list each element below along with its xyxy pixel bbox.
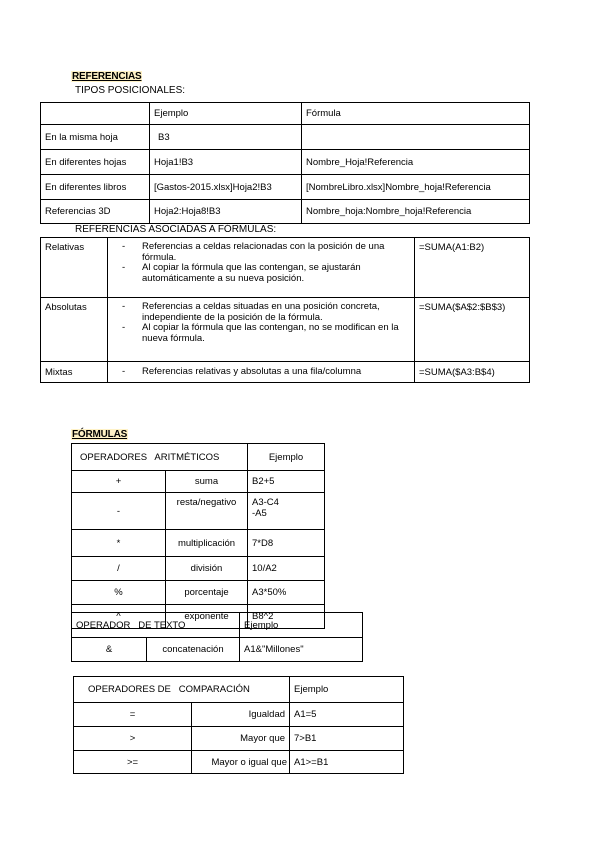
ejemplo-cell: Hoja2:Hoja8!B3 xyxy=(150,200,302,224)
comparacion-header: OPERADORES DE COMPARACIÓN xyxy=(74,677,290,703)
row-label: En diferentes hojas xyxy=(41,150,150,175)
operation-cell: exponente xyxy=(166,605,248,629)
ejemplo-cell: =SUMA(A1:B2) xyxy=(415,238,530,298)
ejemplo-cell: =SUMA($A3:B$4) xyxy=(415,362,530,383)
formula-cell: [NombreLibro.xlsx]Nombre_hoja!Referencia xyxy=(302,175,530,200)
operation-cell: concatenación xyxy=(147,638,240,662)
aritmeticos-header: OPERADORES ARITMÉTICOS xyxy=(72,444,248,471)
descripcion-cell xyxy=(108,238,415,298)
ejemplo-cell: 10/A2 xyxy=(248,557,325,581)
header-cell: Fórmula xyxy=(302,103,530,125)
table-row xyxy=(41,125,530,150)
table-row xyxy=(72,471,325,493)
table-row xyxy=(41,298,530,362)
operation-cell: porcentaje xyxy=(166,581,248,605)
table-header-row xyxy=(72,444,325,471)
descripcion-list xyxy=(112,242,410,284)
ejemplo-cell: =SUMA($A$2:$B$3) xyxy=(415,298,530,362)
descripcion-cell xyxy=(108,298,415,362)
table-row xyxy=(74,703,404,727)
ejemplo-cell: A1=5 xyxy=(290,703,404,727)
table-row xyxy=(41,175,530,200)
table-row xyxy=(72,581,325,605)
ejemplo-cell: A3-C4 -A5 xyxy=(248,493,325,530)
header-cell: Ejemplo xyxy=(150,103,302,125)
formula-cell xyxy=(302,125,530,150)
table-header-row xyxy=(41,103,530,125)
ejemplo-cell: 7*D8 xyxy=(248,530,325,557)
operator-cell: / xyxy=(72,557,166,581)
tipos-posicionales-subtitle: TIPOS POSICIONALES: xyxy=(75,85,186,96)
ejemplo-header: Ejemplo xyxy=(248,444,325,471)
table-row xyxy=(72,530,325,557)
ejemplo-cell: Hoja1!B3 xyxy=(150,150,302,175)
operator-cell: > xyxy=(74,727,192,751)
ejemplo-cell: 7>B1 xyxy=(290,727,404,751)
header-cell xyxy=(41,103,150,125)
operation-cell: suma xyxy=(166,471,248,493)
operator-cell: % xyxy=(72,581,166,605)
operation-cell: resta/negativo xyxy=(166,493,248,530)
texto-table xyxy=(71,612,363,662)
table-header-row xyxy=(72,613,363,638)
formula-cell: Nombre_Hoja!Referencia xyxy=(302,150,530,175)
row-label: En la misma hoja xyxy=(41,125,150,150)
ejemplo-cell: A3*50% xyxy=(248,581,325,605)
referencias-title: REFERENCIAS xyxy=(72,71,142,82)
ejemplo-cell: A1&"Millones" xyxy=(240,638,363,662)
operator-cell: - xyxy=(72,493,166,530)
table-row xyxy=(72,638,363,662)
list-item: - Referencias a celdas relacionadas con la posición de una fórmula. xyxy=(112,242,410,263)
operator-cell: >= xyxy=(74,751,192,774)
table-row xyxy=(41,150,530,175)
table-row xyxy=(74,727,404,751)
list-item: - Al copiar la fórmula que las contengan, se ajustarán automáticamente a su nueva posición. xyxy=(112,263,410,284)
list-item: - Referencias a celdas situadas en una posición concreta, independiente de la posición de la fórmula. xyxy=(112,302,410,323)
operation-cell: multiplicación xyxy=(166,530,248,557)
operator-cell: & xyxy=(72,638,147,662)
list-item: - Referencias relativas y absolutas a una fila/columna xyxy=(112,367,410,378)
operator-cell: + xyxy=(72,471,166,493)
aritmeticos-table xyxy=(71,443,325,629)
row-label: Referencias 3D xyxy=(41,200,150,224)
operator-cell: * xyxy=(72,530,166,557)
operation-cell: Mayor o igual que xyxy=(192,751,290,774)
operation-cell: Mayor que xyxy=(192,727,290,751)
operation-cell: división xyxy=(166,557,248,581)
descripcion-list xyxy=(112,302,410,344)
table-row xyxy=(41,200,530,224)
table-row xyxy=(41,362,530,383)
ejemplo-cell: B8^2 xyxy=(248,605,325,629)
ejemplo-cell: B2+5 xyxy=(248,471,325,493)
asociadas-table xyxy=(40,237,530,383)
tipo-cell: Mixtas xyxy=(41,362,108,383)
table-row xyxy=(72,557,325,581)
operator-cell: ^ xyxy=(72,605,166,629)
row-label: En diferentes libros xyxy=(41,175,150,200)
ejemplo-header: Ejemplo xyxy=(240,613,363,638)
tipo-cell: Relativas xyxy=(41,238,108,298)
table-row xyxy=(74,751,404,774)
formulas-title: FÓRMULAS xyxy=(72,429,128,440)
ejemplo-cell: A1>=B1 xyxy=(290,751,404,774)
ejemplo-cell: B3 xyxy=(150,125,302,150)
ejemplo-cell: [Gastos-2015.xlsx]Hoja2!B3 xyxy=(150,175,302,200)
texto-header: OPERADOR DE TEXTO xyxy=(72,613,240,638)
list-item: - Al copiar la fórmula que las contengan, no se modifican en la nueva fórmula. xyxy=(112,323,410,344)
tipos-posicionales-table xyxy=(40,102,530,224)
asociadas-subtitle: REFERENCIAS ASOCIADAS A FÓRMULAS: xyxy=(75,224,277,235)
formula-cell: Nombre_hoja:Nombre_hoja!Referencia xyxy=(302,200,530,224)
descripcion-cell xyxy=(108,362,415,383)
table-row xyxy=(41,238,530,298)
operation-cell: Igualdad xyxy=(192,703,290,727)
table-row xyxy=(72,493,325,530)
operator-cell: = xyxy=(74,703,192,727)
ejemplo-header: Ejemplo xyxy=(290,677,404,703)
table-header-row xyxy=(74,677,404,703)
descripcion-list xyxy=(112,367,410,378)
comparacion-table xyxy=(73,676,404,774)
tipo-cell: Absolutas xyxy=(41,298,108,362)
